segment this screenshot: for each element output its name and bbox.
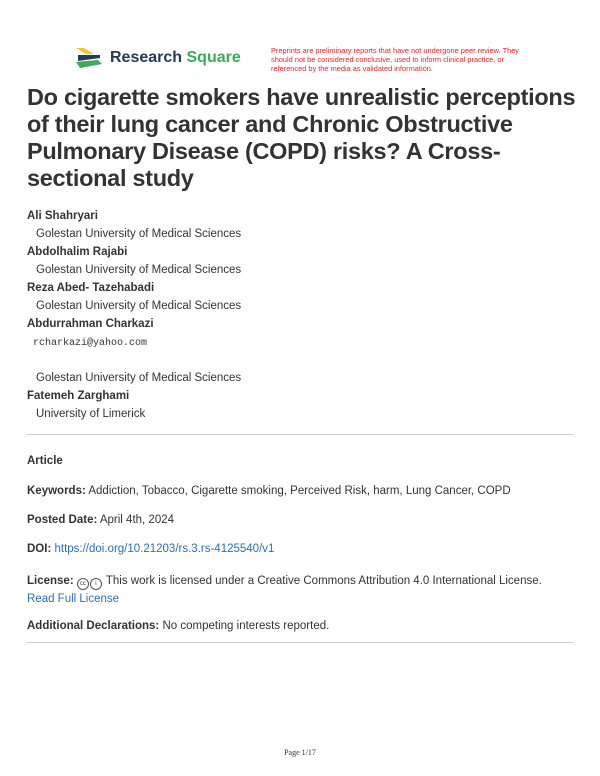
additional-declarations: Additional Declarations: No competing interests reported. bbox=[27, 620, 330, 632]
author-email[interactable]: rcharkazi@yahoo.com bbox=[33, 338, 148, 349]
author-affiliation: Golestan University of Medical Sciences bbox=[36, 228, 242, 240]
divider bbox=[27, 642, 573, 643]
author-list bbox=[27, 207, 241, 423]
author-name: Abdurrahman Charkazi bbox=[27, 318, 154, 330]
research-square-logo-icon bbox=[76, 48, 102, 68]
author-name: Fatemeh Zarghami bbox=[27, 390, 130, 402]
doi-link[interactable]: https://doi.org/10.21203/rs.3.rs-4125540/v1 bbox=[54, 543, 275, 555]
author-name: Reza Abed- Tazehabadi bbox=[27, 282, 155, 294]
author-affiliation: Golestan University of Medical Sciences bbox=[36, 372, 242, 384]
author-affiliation: Golestan University of Medical Sciences bbox=[36, 300, 242, 312]
license: License: cc i This work is licensed under a Creative Commons Attribution 4.0 International License. Read Full License bbox=[27, 575, 542, 605]
cc-icon: cc bbox=[77, 578, 89, 590]
doi: DOI: https://doi.org/10.21203/rs.3.rs-4125540/v1 bbox=[27, 543, 275, 555]
author-name: Abdolhalim Rajabi bbox=[27, 246, 128, 258]
posted-date: Posted Date: April 4th, 2024 bbox=[27, 514, 175, 526]
author-name: Ali Shahryari bbox=[27, 210, 98, 222]
keywords: Keywords: Addiction, Tobacco, Cigarette smoking, Perceived Risk, harm, Lung Cancer, COPD bbox=[27, 485, 511, 497]
author-affiliation: Golestan University of Medical Sciences bbox=[36, 264, 242, 276]
research-square-logo[interactable] bbox=[76, 48, 241, 68]
read-full-license-link[interactable]: Read Full License bbox=[27, 593, 120, 605]
divider bbox=[27, 434, 573, 435]
article-type: Article bbox=[27, 455, 63, 467]
logo-text: Research Square bbox=[110, 49, 241, 66]
page-number: Page 1/17 bbox=[284, 748, 316, 757]
author-affiliation: University of Limerick bbox=[36, 408, 146, 420]
paper-title: Do cigarette smokers have unrealistic perceptions of their lung cancer and Chronic Obstructive Pulmonary Disease (COPD) risks? A Cross-sectional study bbox=[27, 84, 576, 191]
by-icon: i bbox=[90, 578, 102, 590]
preprint-notice: Preprints are preliminary reports that have not undergone peer review. They should not be considered conclusive, used to inform clinical practice, or referenced by the media as validated information. bbox=[271, 46, 519, 73]
